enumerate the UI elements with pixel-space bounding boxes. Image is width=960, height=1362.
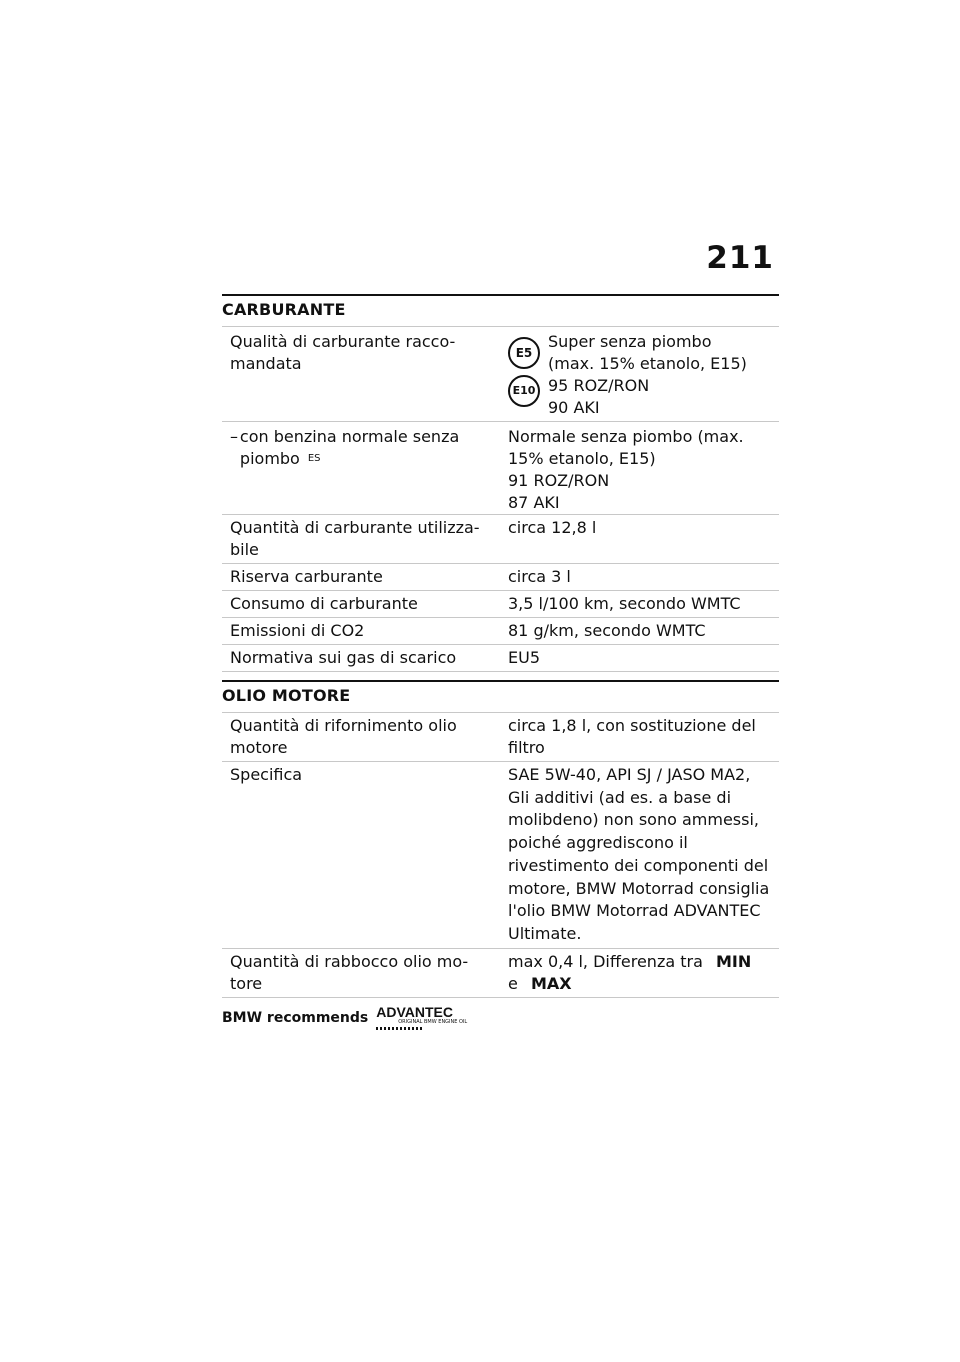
row-value: circa 12,8 l [508,518,597,537]
min-marker: MIN [715,952,752,971]
advantec-logo [376,1005,476,1030]
e5-fuel-icon: E5 [508,337,540,369]
table-row [222,514,779,563]
value-line: Super senza piombo [548,332,712,351]
value-line: 90 AKI [548,398,600,417]
olio-motore-section [222,680,779,998]
row-value: max 0,4 l, Differenza tra [508,952,703,971]
table-row [222,712,779,761]
bmw-recommends-footer [222,1005,476,1030]
max-marker: MAX [530,974,572,993]
table-row [222,761,779,948]
row-value: EU5 [508,648,540,667]
barcode-icon [376,1027,424,1030]
row-label: Qualità di carburante racco-mandata [230,332,456,373]
row-value: SAE 5W-40, API SJ / JASO MA2, Gli additivi (ad es. a base di molibdeno) non sono ammessi, poiché aggrediscono il rivestimento dei componenti del motore, BMW Motorrad consiglia l'olio BMW Motorrad ADVANTEC Ultimate. [508,765,770,943]
page-number: 211 [706,240,774,276]
e10-fuel-icon: E10 [508,375,540,407]
advantec-logo-subtitle: ORIGINAL BMW ENGINE OIL [398,1019,468,1025]
dash-marker: – [230,427,238,446]
row-label: Quantità di carburante utilizza-bile [230,518,480,559]
row-value: 3,5 l/100 km, secondo WMTC [508,594,741,613]
table-row [222,590,779,617]
row-label: Riserva carburante [230,567,383,586]
row-value-and: e [508,974,518,993]
row-value: 81 g/km, secondo WMTC [508,621,706,640]
table-row [222,644,779,672]
section-title: CARBURANTE [222,300,346,319]
table-row [222,326,779,421]
row-label: Consumo di carburante [230,594,418,613]
row-value: circa 3 l [508,567,571,586]
table-row [222,563,779,590]
value-line: (max. 15% etanolo, E15) [548,354,747,373]
table-row [222,948,779,998]
advantec-logo-title: ADVANTEC [376,1004,453,1020]
value-line: 91 ROZ/RON [508,471,610,490]
value-line: 95 ROZ/RON [548,376,650,395]
row-label: Specifica [230,765,303,784]
row-label: Quantità di rabbocco olio mo-tore [230,952,469,993]
row-label: con benzina normale senza piombo [239,427,460,468]
row-value: circa 1,8 l, con sostituzione del filtro [508,716,756,757]
bmw-recommends-text: BMW recommends [222,1010,369,1026]
es-superscript: ES [307,453,321,464]
row-label: Quantità di rifornimento olio motore [230,716,457,757]
row-label: Normativa sui gas di scarico [230,648,457,667]
value-line: 15% etanolo, E15) [508,449,656,468]
table-row [222,421,779,514]
carburante-section [222,294,779,672]
table-row [222,617,779,644]
value-line: 87 AKI [508,493,560,512]
row-label: Emissioni di CO2 [230,621,365,640]
section-title: OLIO MOTORE [222,686,351,705]
value-line: Normale senza piombo (max. [508,427,744,446]
